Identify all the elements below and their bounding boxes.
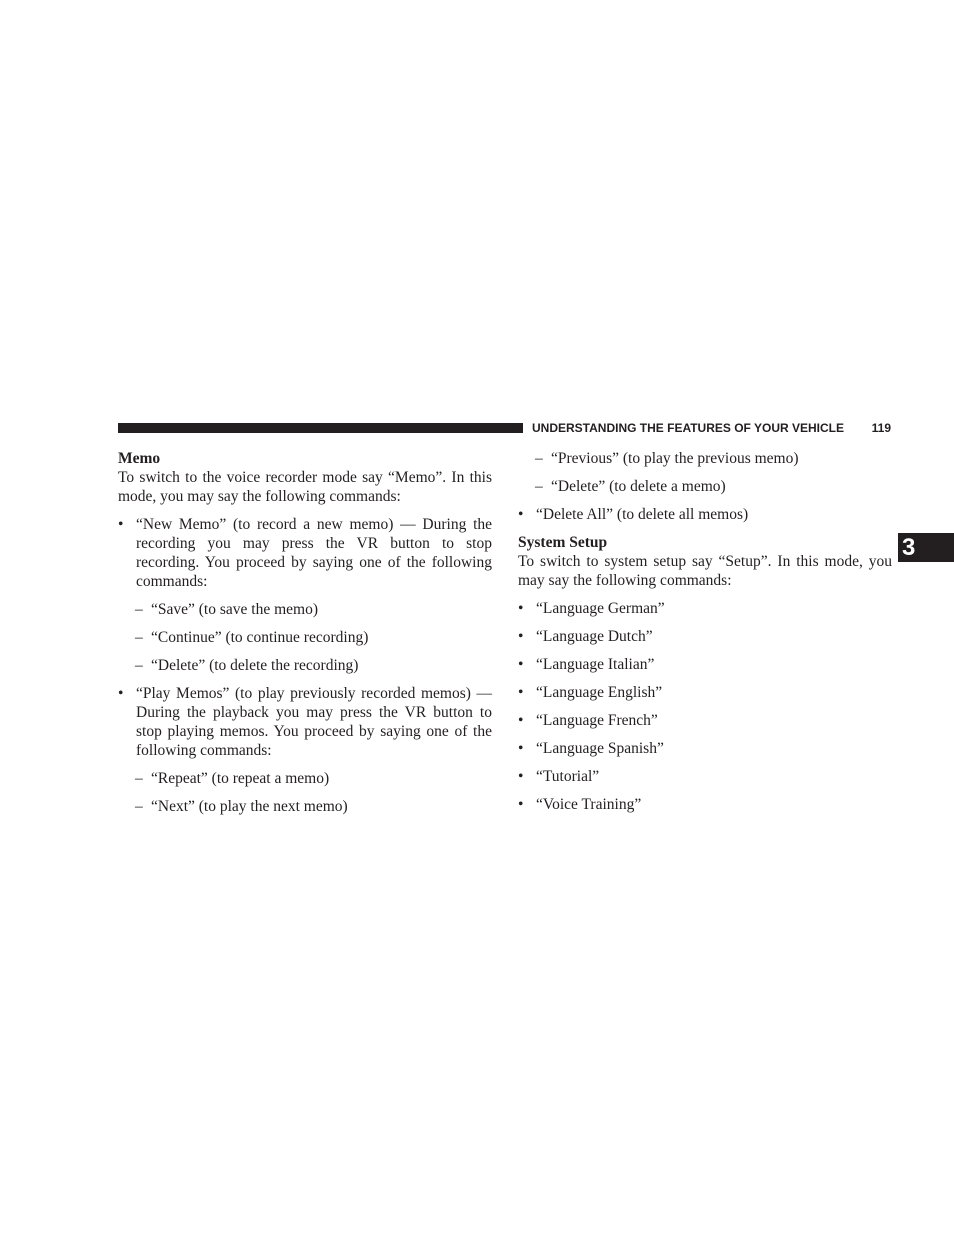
bullet-icon: • [518, 506, 524, 523]
play-memos-text: “Play Memos” (to play previously recorded memos) — During the playback you may press the VR button to stop playing memos. You proceed by saying one of the following commands: [136, 685, 492, 759]
bullet-icon: • [118, 516, 124, 533]
play-memos-sublist [118, 769, 492, 816]
sub-item-text: “Repeat” (to repeat a memo) [151, 770, 330, 787]
list-item [518, 711, 892, 730]
list-item [518, 627, 892, 646]
item-text: “Tutorial” [536, 768, 600, 785]
bullet-icon: • [518, 712, 524, 729]
dash-icon: – [135, 770, 143, 787]
memo-command-list [118, 515, 492, 816]
running-head [532, 420, 891, 436]
bullet-icon: • [518, 600, 524, 617]
delete-all-text: “Delete All” (to delete all memos) [536, 506, 749, 523]
list-item [118, 628, 492, 647]
memo-heading: Memo [118, 450, 161, 467]
list-item [518, 599, 892, 618]
list-item [518, 767, 892, 786]
list-item [118, 684, 492, 816]
list-item [518, 683, 892, 702]
list-item [118, 515, 492, 675]
new-memo-text: “New Memo” (to record a new memo) — During the recording you may press the VR button to stop recording. You proceed by saying one of the following commands: [136, 516, 492, 590]
sub-item-text: “Previous” (to play the previous memo) [551, 450, 799, 467]
play-memos-sublist-continued [518, 449, 892, 496]
dash-icon: – [535, 450, 543, 467]
item-text: “Language Italian” [536, 656, 655, 673]
left-column [118, 449, 492, 825]
dash-icon: – [135, 601, 143, 618]
dash-icon: – [535, 478, 543, 495]
dash-icon: – [135, 629, 143, 646]
item-text: “Language French” [536, 712, 658, 729]
sub-item-text: “Save” (to save the memo) [151, 601, 318, 618]
list-item [518, 655, 892, 674]
dash-icon: – [135, 657, 143, 674]
sub-item-text: “Delete” (to delete the recording) [151, 657, 359, 674]
chapter-tab: 3 [898, 533, 954, 562]
list-item [118, 656, 492, 675]
bullet-icon: • [518, 796, 524, 813]
system-setup-intro: To switch to system setup say “Setup”. In this mode, you may say the following commands: [518, 553, 892, 589]
header-rule [118, 423, 523, 433]
list-item [518, 477, 892, 496]
bullet-icon: • [518, 768, 524, 785]
dash-icon: – [135, 798, 143, 815]
item-text: “Language Spanish” [536, 740, 664, 757]
bullet-icon: • [518, 656, 524, 673]
list-item [118, 600, 492, 619]
bullet-icon: • [118, 685, 124, 702]
list-item [518, 449, 892, 468]
item-text: “Language English” [536, 684, 663, 701]
list-item [118, 797, 492, 816]
sub-item-text: “Next” (to play the next memo) [151, 798, 348, 815]
right-column [518, 449, 892, 823]
memo-intro: To switch to the voice recorder mode say “Memo”. In this mode, you may say the following commands: [118, 469, 492, 505]
system-setup-heading: System Setup [518, 534, 608, 551]
bullet-icon: • [518, 684, 524, 701]
new-memo-sublist [118, 600, 492, 675]
sub-item-text: “Continue” (to continue recording) [151, 629, 369, 646]
delete-all-list [518, 505, 892, 524]
item-text: “Voice Training” [536, 796, 642, 813]
section-title: UNDERSTANDING THE FEATURES OF YOUR VEHICLE [532, 421, 845, 435]
system-setup-command-list [518, 599, 892, 814]
bullet-icon: • [518, 740, 524, 757]
item-text: “Language German” [536, 600, 665, 617]
list-item [518, 505, 892, 524]
bullet-icon: • [518, 628, 524, 645]
item-text: “Language Dutch” [536, 628, 653, 645]
list-item [518, 739, 892, 758]
list-item [518, 795, 892, 814]
list-item [118, 769, 492, 788]
page-number: 119 [871, 421, 891, 435]
sub-item-text: “Delete” (to delete a memo) [551, 478, 726, 495]
